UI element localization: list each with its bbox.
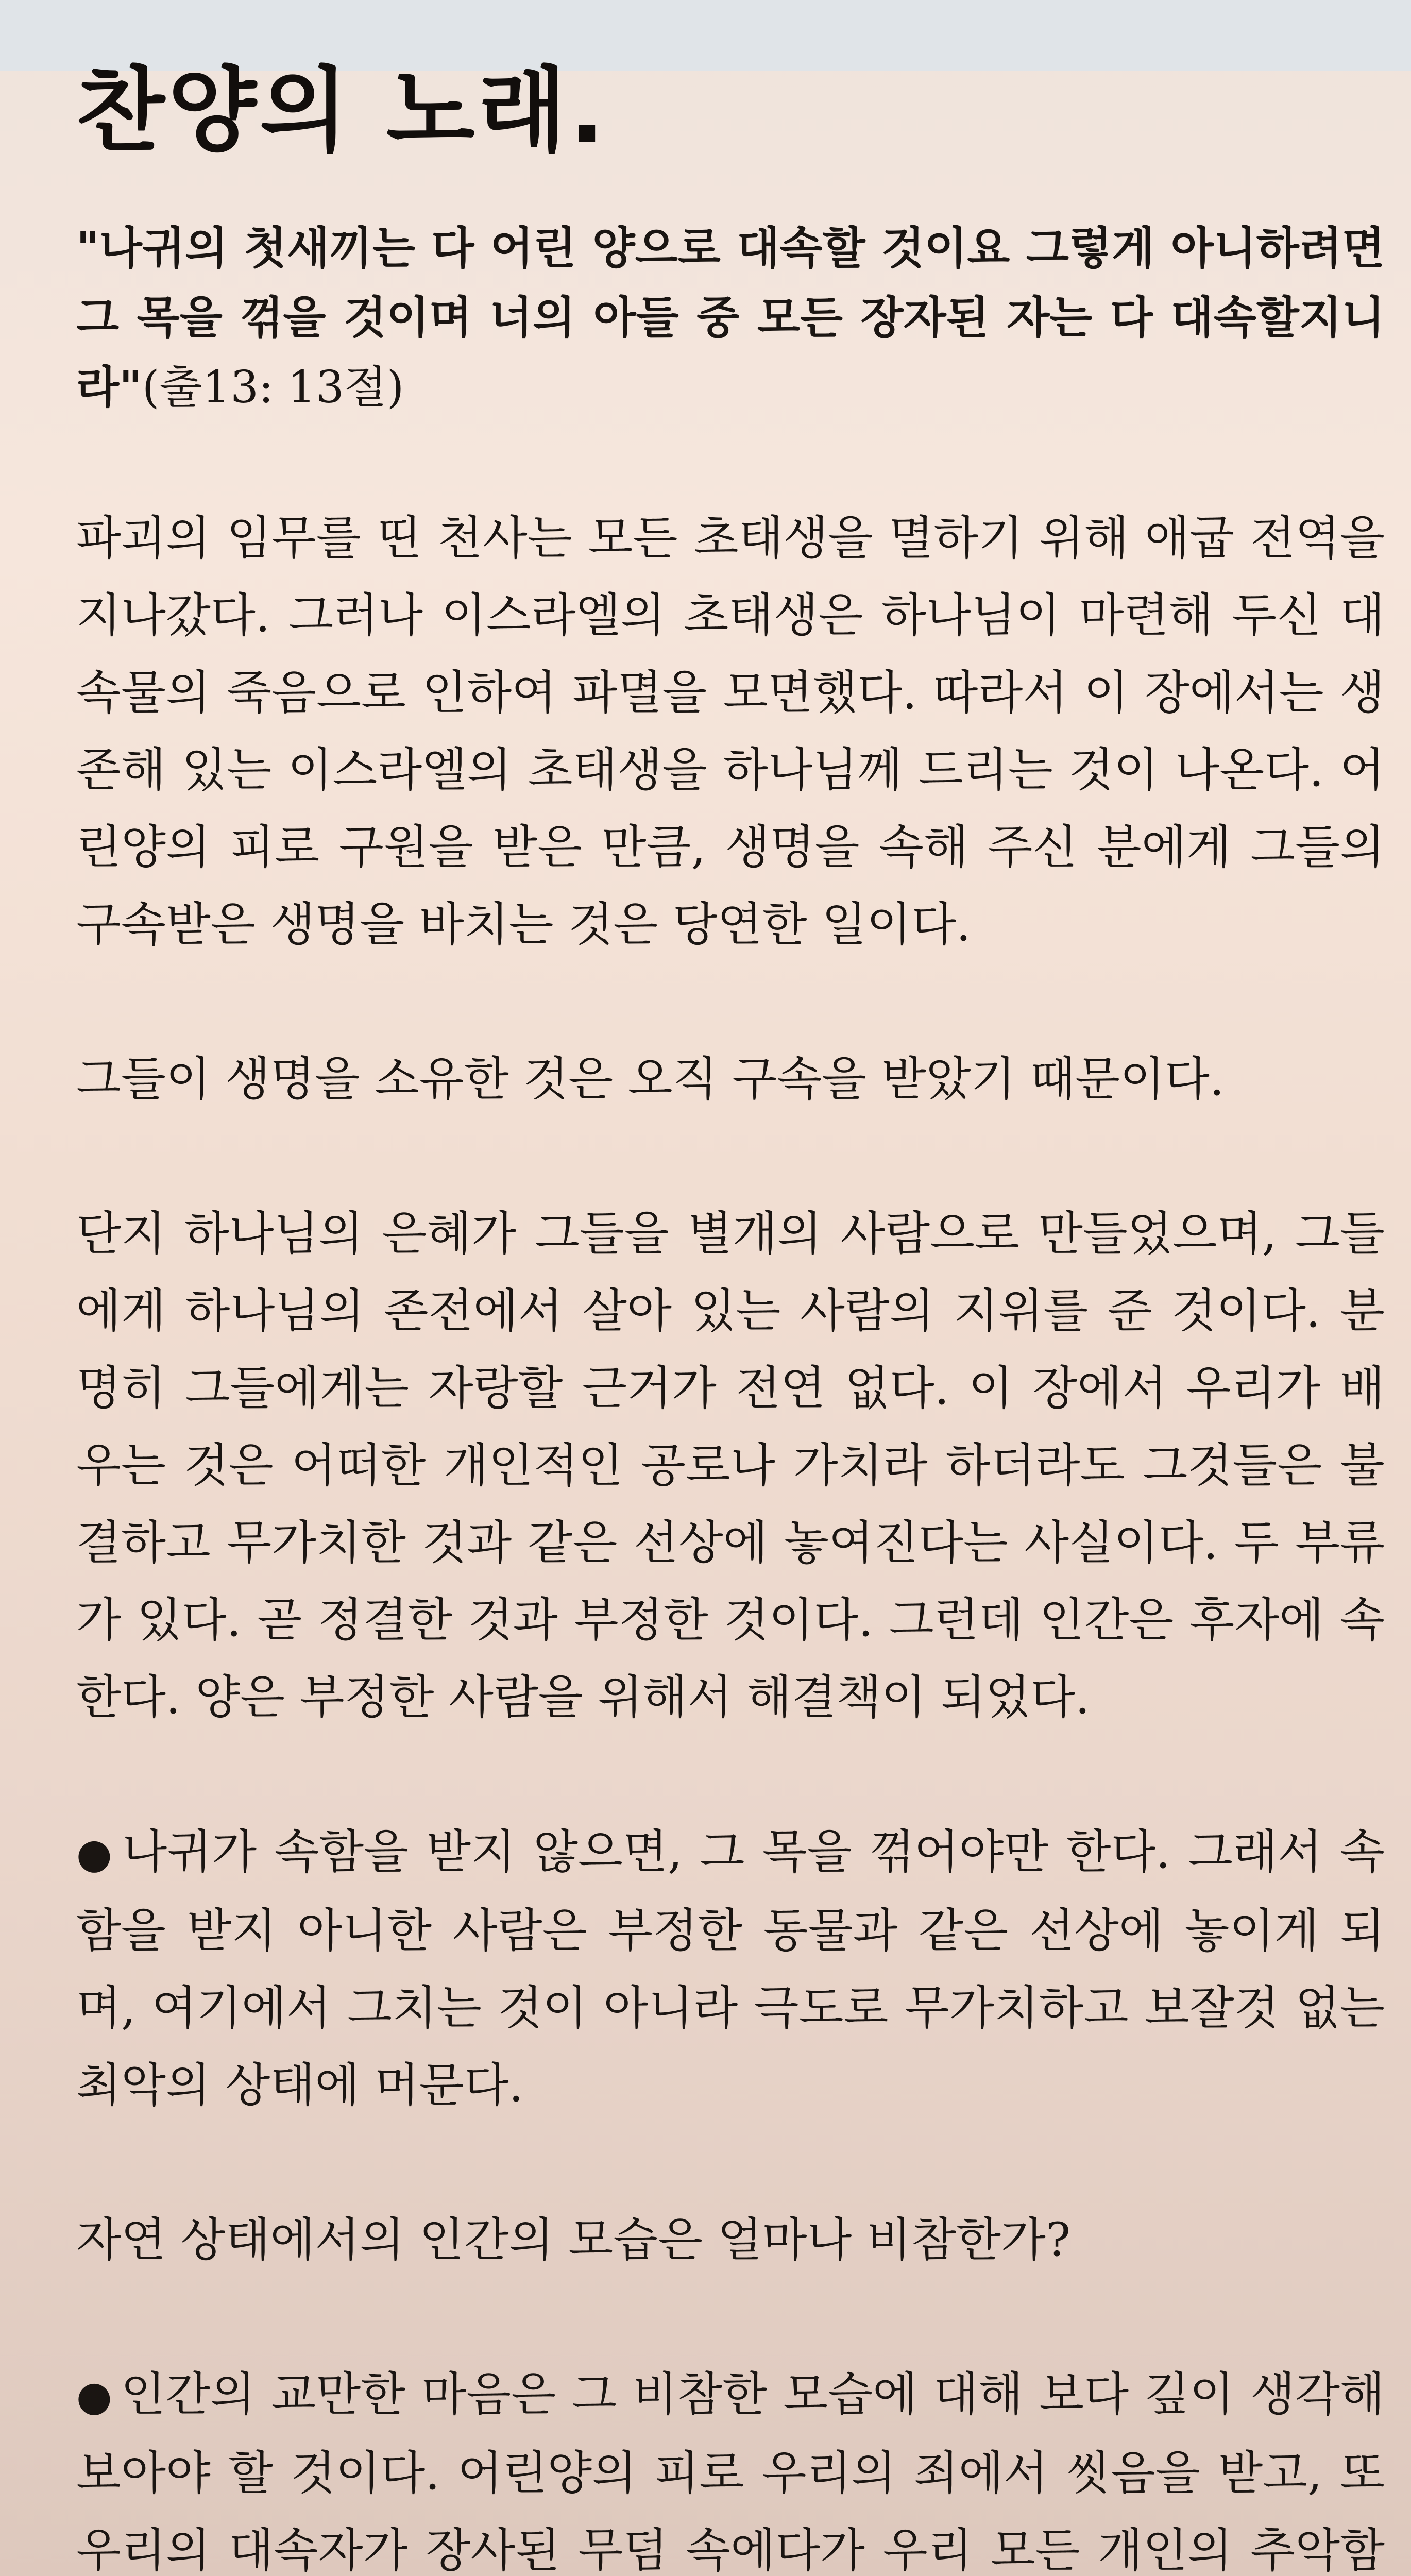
- scripture-verse: [76, 214, 1385, 422]
- paragraph-1: 파괴의 임무를 띤 천사는 모든 초태생을 멸하기 위해 애굽 전역을 지나갔다. 그러나 이스라엘의 초태생은 하나님이 마련해 두신 대속물의 죽음으로 인하여 파멸을 모면했다. 따라서 이 장에서는 생존해 있는 이스라엘의 초태생을 하나님께 드리는 것이 나온다. 어린양의 피로 구원을 받은 만큼, 생명을 속해 주신 분에게 그들의 구속받은 생명을 바치는 것은 당연한 일이다.: [76, 511, 1385, 952]
- paragraph-5: 자연 상태에서의 인간의 모습은 얼마나 비참한가?: [76, 2213, 1071, 2267]
- verse-quote: "나귀의 첫새끼는 다 어린 양으로 대속할 것이요 그렇게 아니하려면 그 목을 꺾을 것이며 너의 아들 중 모든 장자된 자는 다 대속할지니라": [76, 223, 1385, 413]
- paragraph-4: [76, 1814, 1385, 2124]
- paragraph-4-text: 나귀가 속함을 받지 않으면, 그 목을 꺾어야만 한다. 그래서 속함을 받지 아니한 사람은 부정한 동물과 같은 선상에 놓이게 되며, 여기에서 그치는 것이 아니라 극도로 무가치하고 보잘것 없는 최악의 상태에 머문다.: [76, 1825, 1385, 2112]
- bullet-icon: ●: [76, 1829, 115, 1877]
- paragraph-3: 단지 하나님의 은혜가 그들을 별개의 사람으로 만들었으며, 그들에게 하나님의 존전에서 살아 있는 사람의 지위를 준 것이다. 분명히 그들에게는 자랑할 근거가 전연 없다. 이 장에서 우리가 배우는 것은 어떠한 개인적인 공로나 가치라 하더라도 그것들은 불결하고 무가치한 것과 같은 선상에 놓여진다는 사실이다. 두 부류가 있다. 곧 정결한 것과 부정한 것이다. 그런데 인간은 후자에 속한다. 양은 부정한 사람을 위해서 해결책이 되었다.: [76, 1207, 1385, 1724]
- page-title: 찬양의 노래.: [76, 57, 608, 164]
- verse-reference: (출13: 13절): [142, 362, 404, 413]
- article: [76, 54, 1385, 2576]
- bullet-icon: ●: [76, 2372, 114, 2420]
- paragraph-2: 그들이 생명을 소유한 것은 오직 구속을 받았기 때문이다.: [76, 1052, 1225, 1106]
- paragraph-6: [76, 2356, 1385, 2576]
- paragraph-6-text: 인간의 교만한 마음은 그 비참한 모습에 대해 보다 깊이 생각해 보아야 할 것이다. 어린양의 피로 우리의 죄에서 씻음을 받고, 또 우리의 대속자가 장사된 무덤 속에다가 우리 모든 개인의 추악함: [76, 2367, 1385, 2576]
